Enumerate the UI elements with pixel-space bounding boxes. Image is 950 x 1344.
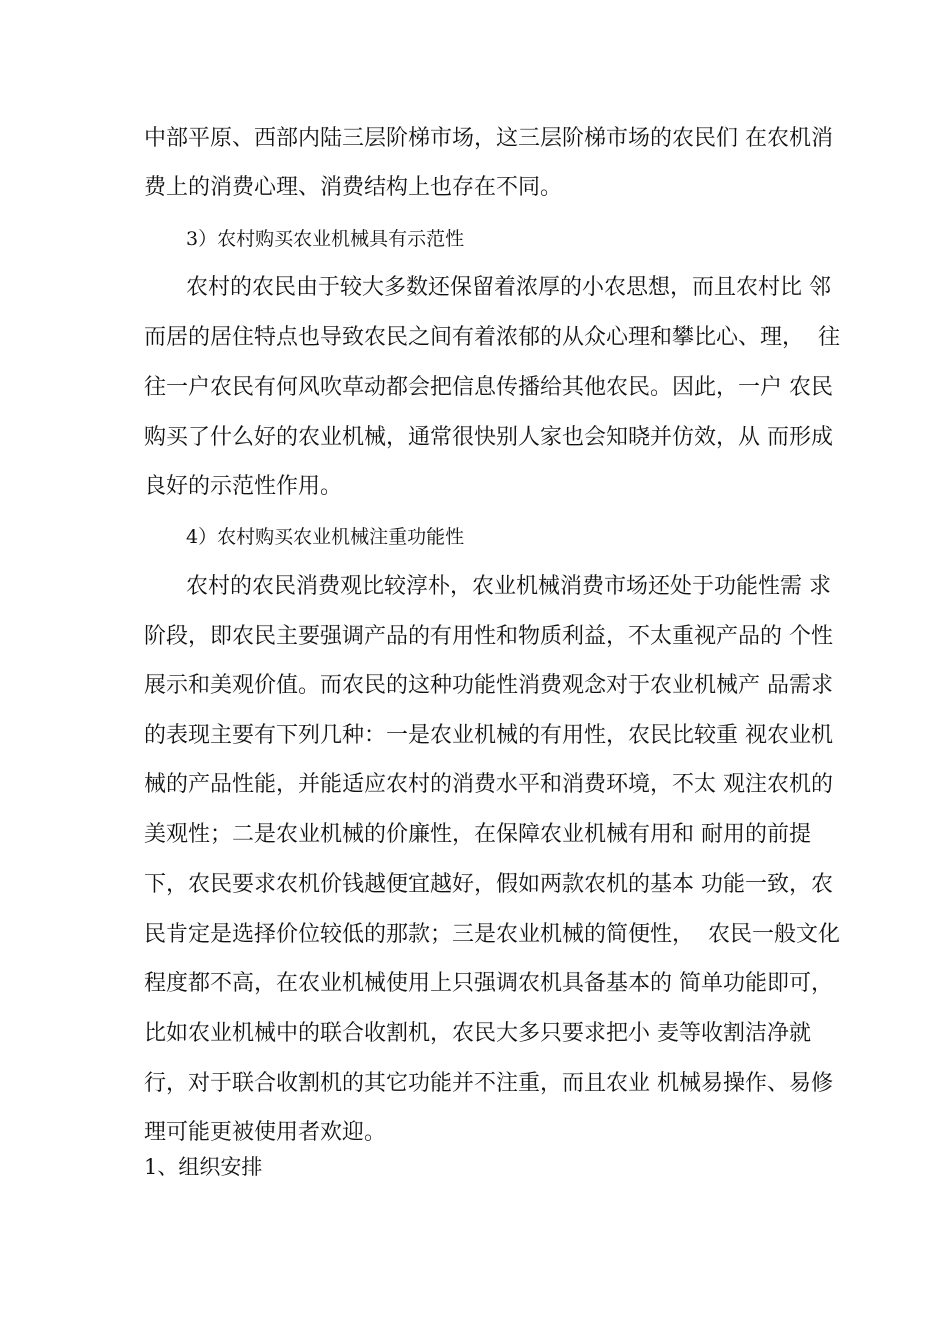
text-line: 行，对于联合收割机的其它功能并不注重，而且农业 机械易操作、易修	[144, 1071, 833, 1096]
text-line: 程度都不高，在农业机械使用上只强调农机具备基本的 简单功能即可，	[144, 971, 833, 996]
section-heading: 1、组织安排	[144, 1155, 263, 1179]
text-line: 的表现主要有下列几种：一是农业机械的有用性，农民比较重 视农业机	[144, 723, 833, 748]
text-line: 中部平原、西部内陆三层阶梯市场，这三层阶梯市场的农民们 在农机消	[144, 126, 833, 151]
section-heading: 3）农村购买农业机械具有示范性	[186, 228, 465, 250]
text-line: 购买了什么好的农业机械，通常很快别人家也会知晓并仿效，从 而形成	[144, 425, 833, 450]
text-line: 农村的农民消费观比较淳朴，农业机械消费市场还处于功能性需 求	[186, 574, 831, 599]
text-line: 美观性；二是农业机械的价廉性，在保障农业机械有用和 耐用的前提	[144, 822, 811, 847]
text-line: 比如农业机械中的联合收割机，农民大多只要求把小 麦等收割洁净就	[144, 1021, 811, 1046]
text-line: 理可能更被使用者欢迎。	[144, 1120, 387, 1145]
text-line: 费上的消费心理、消费结构上也存在不同。	[144, 175, 563, 200]
text-line: 良好的示范性作用。	[144, 474, 343, 499]
text-line: 农村的农民由于较大多数还保留着浓厚的小农思想，而且农村比 邻	[186, 275, 831, 300]
text-line: 展示和美观价值。而农民的这种功能性消费观念对于农业机械产 品需求	[144, 673, 833, 698]
text-line: 械的产品性能，并能适应农村的消费水平和消费环境，不太 观注农机的	[144, 772, 833, 797]
text-line: 而居的居住特点也导致农民之间有着浓郁的从众心理和攀比心、理， 往	[144, 325, 840, 350]
text-line: 阶段，即农民主要强调产品的有用性和物质利益，不太重视产品的 个性	[144, 624, 833, 649]
text-line: 往一户农民有何风吹草动都会把信息传播给其他农民。因此，一户 农民	[144, 375, 833, 400]
text-line: 下，农民要求农机价钱越便宜越好，假如两款农机的基本 功能一致，农	[144, 872, 833, 897]
text-line: 民肯定是选择价位较低的那款；三是农业机械的简便性， 农民一般文化	[144, 922, 840, 947]
section-heading: 4）农村购买农业机械注重功能性	[186, 526, 465, 548]
